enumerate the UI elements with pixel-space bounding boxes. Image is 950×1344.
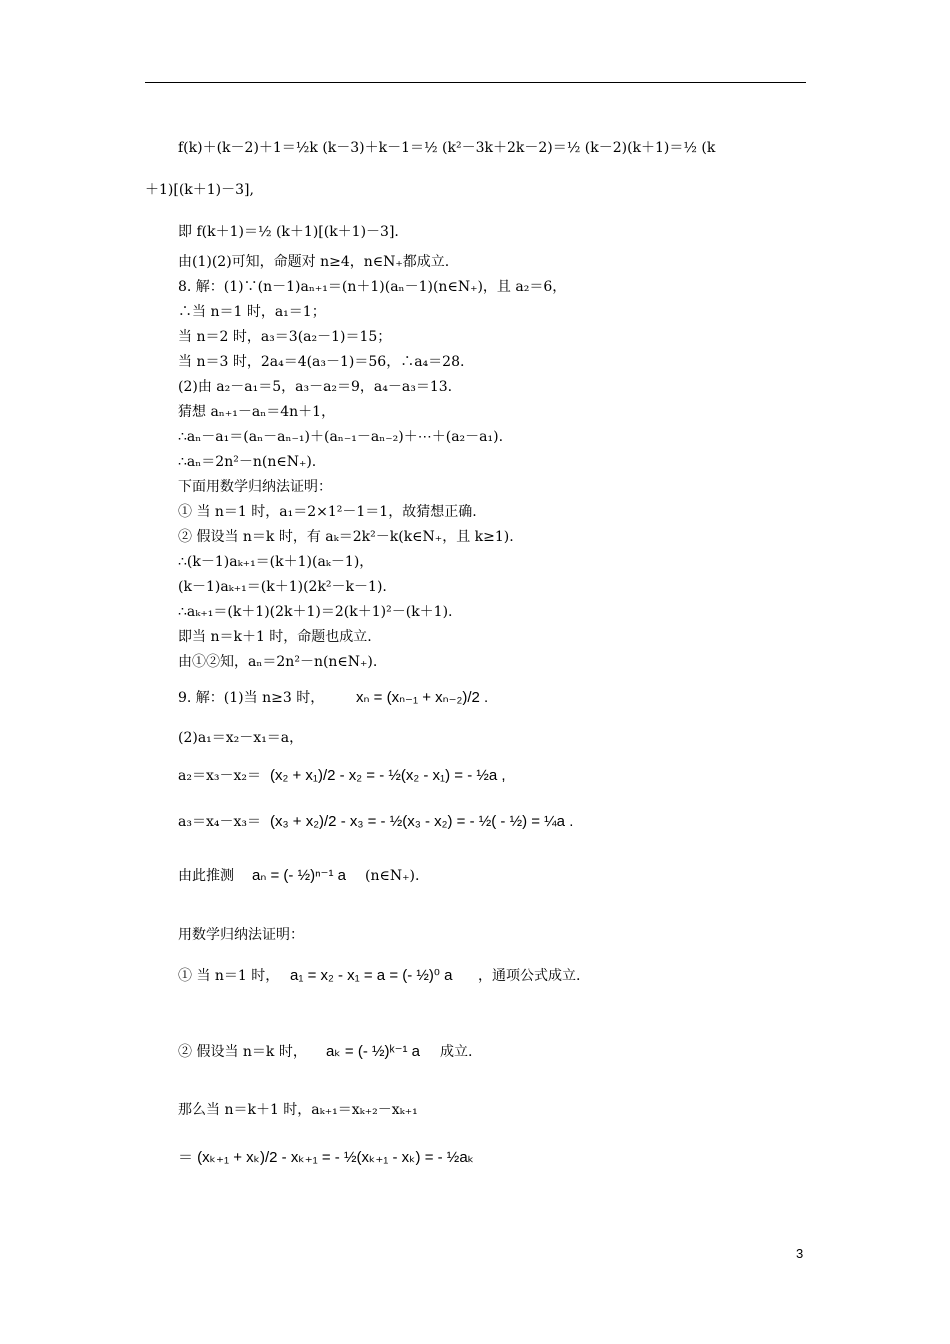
text-line: f(k)＋(k－2)＋1＝½k (k－3)＋k－1＝½ (k²－3k＋2k－2)＝½ (k－2)(k＋1)＝½ (k: [178, 140, 716, 156]
text-line: ① 当 n＝1 时，: [178, 968, 280, 984]
text-line: ，通项公式成立.: [478, 968, 581, 984]
formula: xₙ = (xₙ₋₁ + xₙ₋₂)/2 .: [356, 689, 489, 706]
text-line: ∴(k－1)aₖ₊₁＝(k＋1)(aₖ－1)，: [178, 554, 374, 570]
text-line: 由①②知，aₙ＝2n²－n(n∈N₊).: [178, 654, 378, 670]
text-line: 由(1)(2)可知，命题对 n≥4，n∈N₊都成立.: [178, 254, 450, 270]
formula: a₁ = x₂ - x₁ = a = (- ½)⁰ a: [290, 967, 453, 984]
text-line: 当 n＝3 时，2a₄＝4(a₃－1)＝56，∴a₄＝28.: [178, 354, 465, 370]
text-line: a₃＝x₄－x₃＝: [178, 814, 261, 830]
text-line: 即 f(k＋1)＝½ (k＋1)[(k＋1)－3].: [178, 224, 399, 240]
text-line: (k－1)aₖ₊₁＝(k＋1)(2k²－k－1).: [178, 579, 387, 595]
text-line: 猜想 aₙ₊₁－aₙ＝4n＋1，: [178, 404, 336, 420]
text-line: a₂＝x₃－x₂＝: [178, 768, 261, 784]
formula: aₙ = (- ½)ⁿ⁻¹ a: [252, 867, 346, 884]
text-line: 8. 解：(1)∵(n－1)aₙ₊₁＝(n＋1)(aₙ－1)(n∈N₊)，且 a₂＝6，: [178, 279, 567, 295]
text-line: 即当 n＝k＋1 时，命题也成立.: [178, 629, 372, 645]
text-line: 当 n＝2 时，a₃＝3(a₂－1)＝15；: [178, 329, 392, 345]
text-line: (2)由 a₂－a₁＝5，a₃－a₂＝9，a₄－a₃＝13.: [178, 379, 453, 395]
text-line: 那么当 n＝k＋1 时，aₖ₊₁＝xₖ₊₂－xₖ₊₁: [178, 1102, 418, 1118]
formula: (x₂ + x₁)/2 - x₂ = - ½(x₂ - x₁) = - ½a ,: [270, 767, 506, 784]
text-line: ② 假设当 n＝k 时，有 aₖ＝2k²－k(k∈N₊，且 k≥1).: [178, 529, 514, 545]
formula: (x₃ + x₂)/2 - x₃ = - ½(x₃ - x₂) = - ½( - ½) = ¼a .: [270, 813, 574, 830]
text-line: 下面用数学归纳法证明：: [178, 479, 332, 495]
text-line: (2)a₁＝x₂－x₁＝a，: [178, 730, 304, 746]
text-line: ② 假设当 n＝k 时，: [178, 1044, 307, 1060]
text-line: ① 当 n＝1 时，a₁＝2×1²－1＝1，故猜想正确.: [178, 504, 477, 520]
formula: ＝ (xₖ₊₁ + xₖ)/2 - xₖ₊₁ = - ½(xₖ₊₁ - xₖ) = - ½aₖ: [178, 1149, 475, 1166]
page-number: 3: [796, 1246, 804, 1261]
text-line: ∴aₙ＝2n²－n(n∈N₊).: [178, 454, 317, 470]
text-line: ∴aₖ₊₁＝(k＋1)(2k＋1)＝2(k＋1)²－(k＋1).: [178, 604, 453, 620]
text-line: 9. 解：(1)当 n≥3 时，: [178, 690, 325, 706]
text-line: 由此推测: [178, 868, 234, 884]
text-line: ＋1)[(k＋1)－3],: [145, 182, 254, 198]
header-rule: [145, 82, 806, 83]
text-line: 成立.: [440, 1044, 473, 1060]
formula: aₖ = (- ½)ᵏ⁻¹ a: [326, 1043, 420, 1060]
text-line: ∴aₙ－a₁＝(aₙ－aₙ₋₁)＋(aₙ₋₁－aₙ₋₂)＋⋯＋(a₂－a₁).: [178, 429, 504, 445]
text-line: (n∈N₊).: [365, 868, 420, 884]
text-line: 用数学归纳法证明：: [178, 927, 304, 943]
text-line: ∴当 n＝1 时，a₁＝1；: [178, 304, 326, 320]
